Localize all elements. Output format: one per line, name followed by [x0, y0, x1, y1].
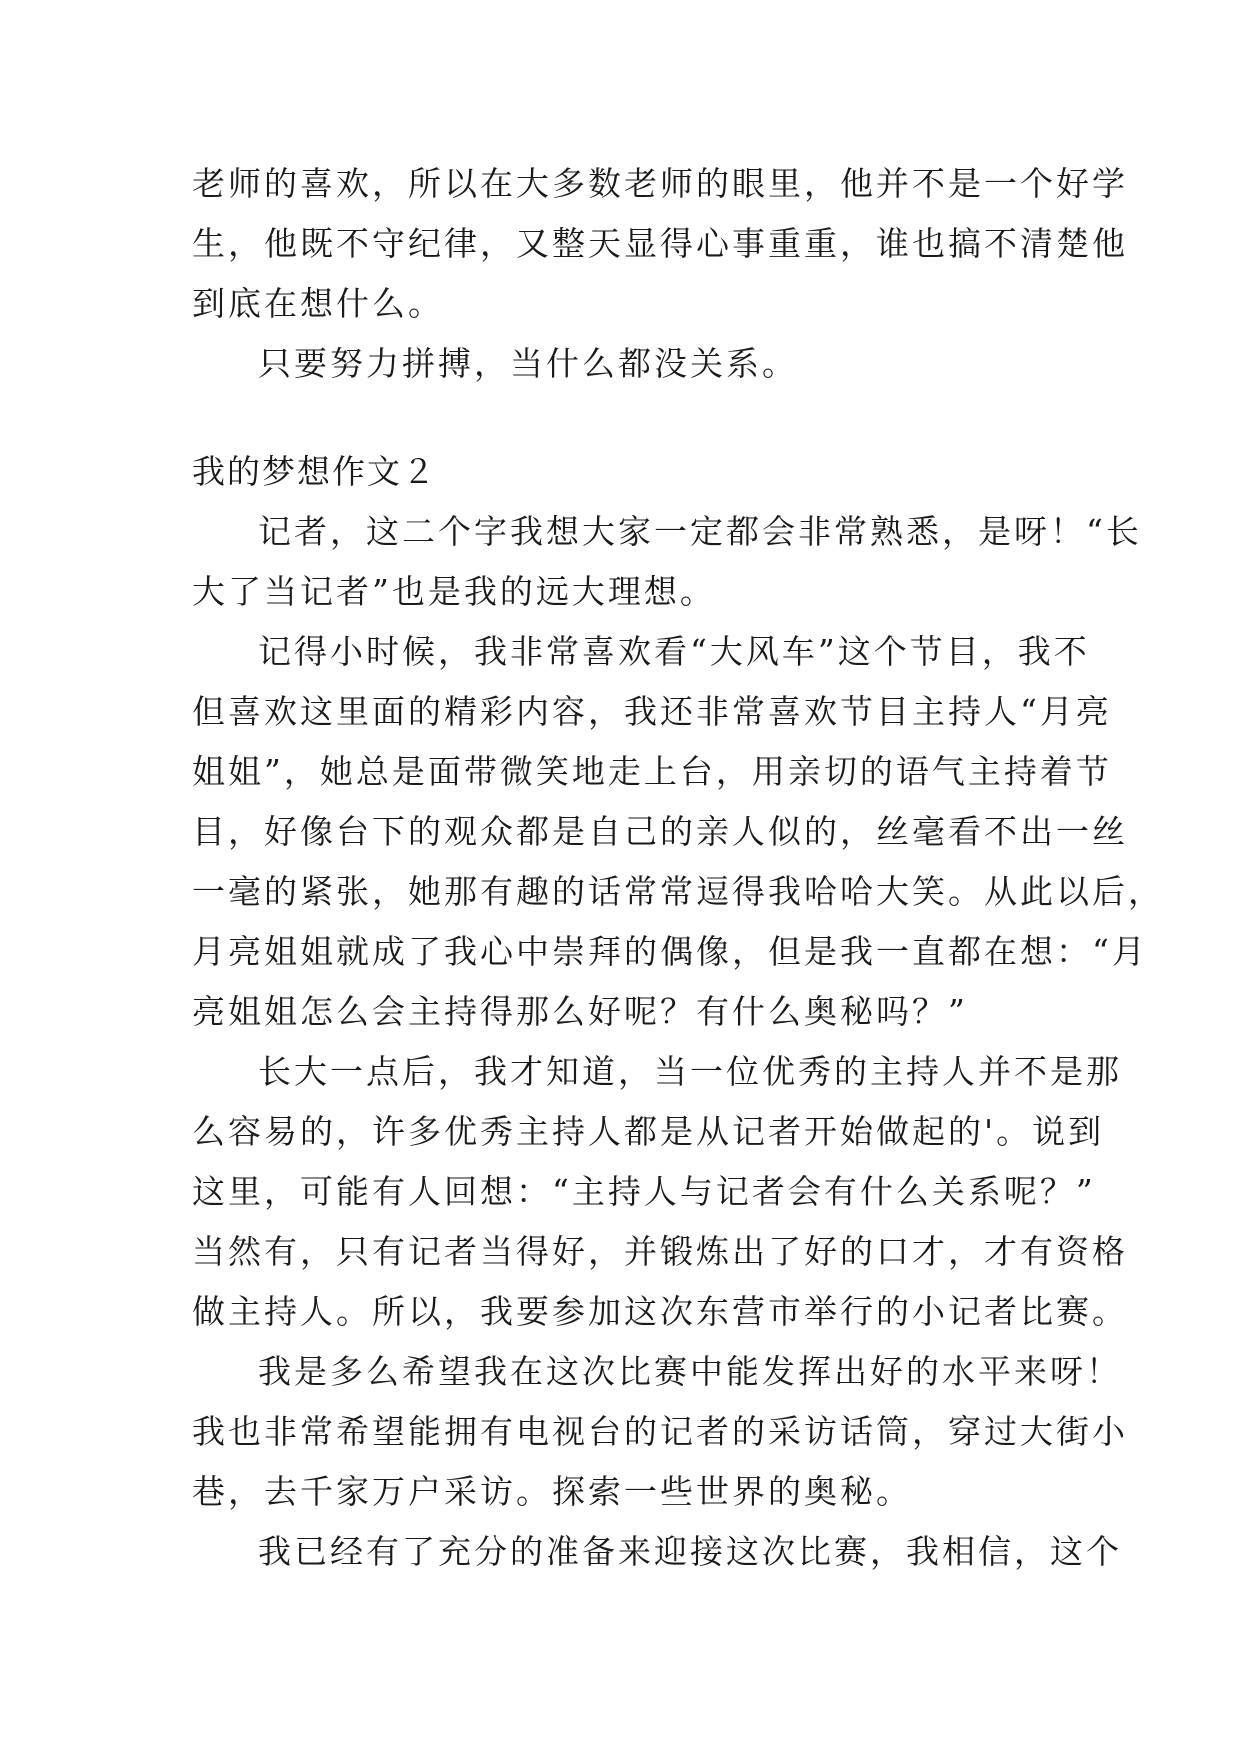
text-line: 但喜欢这里面的精彩内容，我还非常喜欢节目主持人“月亮 [192, 692, 1112, 731]
text-line: 姐姐”，她总是面带微笑地走上台，用亲切的语气主持着节 [192, 752, 1112, 791]
paragraph-first-line: 只要努力拼搏，当什么都没关系。 [258, 344, 798, 383]
paragraph-first-line: 记得小时候，我非常喜欢看“大风车”这个节目，我不 [258, 632, 1090, 671]
text-line: 亮姐姐怎么会主持得那么好呢？有什么奥秘吗？” [192, 992, 968, 1031]
text-line: 我也非常希望能拥有电视台的记者的采访话筒，穿过大街小 [192, 1412, 1128, 1451]
text-line: 么容易的，许多优秀主持人都是从记者开始做起的'。说到 [192, 1112, 1105, 1151]
text-line: 到底在想什么。 [192, 284, 444, 323]
text-line: 月亮姐姐就成了我心中崇拜的偶像，但是我一直都在想：“月 [192, 932, 1148, 971]
text-line: 做主持人。所以，我要参加这次东营市举行的小记者比赛。 [192, 1292, 1128, 1331]
text-line: 生，他既不守纪律，又整天显得心事重重，谁也搞不清楚他 [192, 224, 1128, 263]
paragraph-first-line: 我已经有了充分的准备来迎接这次比赛，我相信，这个 [258, 1532, 1122, 1571]
text-line: 目，好像台下的观众都是自己的亲人似的，丝毫看不出一丝 [192, 812, 1128, 851]
text-line: 大了当记者”也是我的远大理想。 [192, 572, 716, 611]
text-line: 老师的喜欢，所以在大多数老师的眼里，他并不是一个好学 [192, 164, 1128, 203]
paragraph-first-line: 记者，这二个字我想大家一定都会非常熟悉，是呀！“长 [258, 512, 1142, 551]
text-line: 这里，可能有人回想：“主持人与记者会有什么关系呢？” [192, 1172, 1096, 1211]
text-line: 一毫的紧张，她那有趣的话常常逗得我哈哈大笑。从此以后， [192, 872, 1164, 911]
section-heading: 我的梦想作文２ [192, 452, 437, 491]
paragraph-first-line: 长大一点后，我才知道，当一位优秀的主持人并不是那 [258, 1052, 1122, 1091]
text-line: 当然有，只有记者当得好，并锻炼出了好的口才，才有资格 [192, 1232, 1128, 1271]
text-line: 巷，去千家万户采访。探索一些世界的奥秘。 [192, 1472, 912, 1511]
paragraph-first-line: 我是多么希望我在这次比赛中能发挥出好的水平来呀！ [258, 1352, 1122, 1391]
